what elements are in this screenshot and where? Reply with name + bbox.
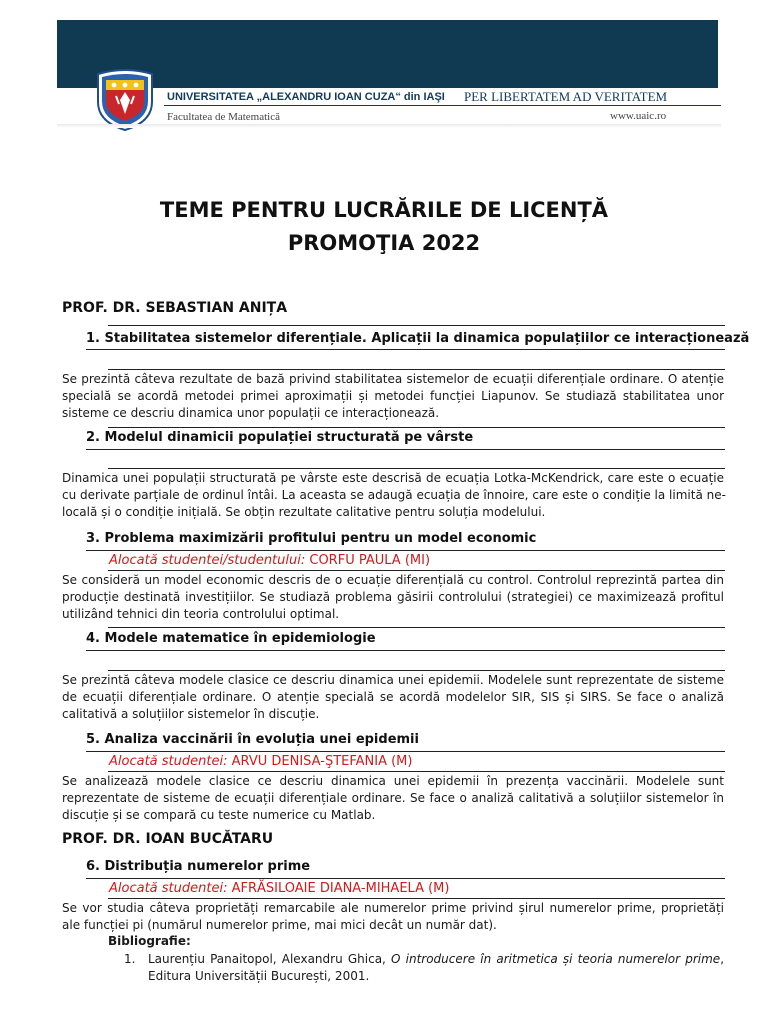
bibliography-work: O introducere în aritmetica și teoria numerelor prime <box>391 952 721 966</box>
topic-title: 4. Modele matematice în epidemiologie <box>86 631 376 646</box>
topic-rule-top <box>108 427 725 428</box>
topic-rule-bottom <box>86 449 725 450</box>
paragraph-rule <box>108 369 725 370</box>
paragraph-line: Se analizează modele clasice ce descriu dinamica unei epidemii în prezența vaccinării. Modelele sunt <box>62 774 724 788</box>
page-subtitle: PROMOŢIA 2022 <box>287 231 481 255</box>
topic-description <box>62 900 724 934</box>
paragraph-line: cu derivate parțiale de ordinul întâi. La aceasta se adaugă ecuația de înnoire, care este o condiție la limită ne- <box>62 488 726 502</box>
topic-description <box>62 371 724 422</box>
paragraph-line: discuție și se compară cu teste numerice cu Matlab. <box>62 808 376 822</box>
paragraph-line: calitativă a soluțiilor sistemelor în discuție. <box>62 707 320 721</box>
paragraph-line: reprezentate de sisteme de ecuații diferențiale ordinare. Se face o analiză calitativă a soluțiilor sistemelor în <box>62 791 724 805</box>
topic-rule-bottom <box>86 751 725 752</box>
paragraph-line: sisteme ce descriu dinamica unor populații ce interacționează. <box>62 406 440 420</box>
allocation-rule <box>108 898 725 899</box>
university-crest-icon <box>94 68 156 132</box>
topic-rule-bottom <box>86 349 725 350</box>
topic-title: 1. Stabilitatea sistemelor diferențiale. Aplicații la dinamica populațiilor ce interacționează <box>86 331 750 346</box>
paragraph-line: locală și o condiție inițială. Se obțin rezultate calitative pentru soluția modelului. <box>62 505 546 519</box>
university-name: UNIVERSITATEA „ALEXANDRU IOAN CUZA“ din IAŞI <box>167 91 445 103</box>
page-title: TEME PENTRU LUCRĂRILE DE LICENȚĂ <box>159 198 609 222</box>
bibliography-authors: Laurențiu Panaitopol, Alexandru Ghica, <box>148 952 392 966</box>
paragraph-line: utilizând tehnici din teoria controlului optimal. <box>62 607 340 621</box>
topic-description <box>62 672 724 723</box>
paragraph-rule <box>108 468 725 469</box>
student-name: AFRĂSILOAIE DIANA-MIHAELA (M) <box>231 881 450 896</box>
allocation-label: Alocată studentei: <box>109 881 228 896</box>
paragraph-line: producție destinată investițiilor. Se studiază problema găsirii controlului (strategiei) ce maximizează profitul <box>62 590 724 604</box>
header-banner <box>57 20 718 88</box>
paragraph-rule <box>108 670 725 671</box>
header-divider <box>164 105 721 106</box>
allocation-rule <box>108 570 725 571</box>
professor-heading: PROF. DR. SEBASTIAN ANIȚA <box>62 300 288 316</box>
paragraph-line: ale funcției pi (numărul numerelor prime, mai mici decât un număr dat). <box>62 918 497 932</box>
topic-description <box>62 773 724 824</box>
website-link[interactable]: www.uaic.ro <box>610 110 667 122</box>
paragraph-line: de ecuații diferențiale ordinare. O atenție specială se acordă modelelor SIR, SIS și SIRS. Se face o analiză <box>62 690 724 704</box>
allocation-line <box>109 881 449 896</box>
professor-heading: PROF. DR. IOAN BUCĂTARU <box>62 831 274 847</box>
topic-rule-bottom <box>86 878 725 879</box>
allocation-rule <box>108 771 725 772</box>
topic-rule-bottom <box>86 550 725 551</box>
student-name: CORFU PAULA (MI) <box>309 553 431 568</box>
bibliography-publisher: Editura Universității București, 2001. <box>148 969 370 983</box>
university-motto: PER LIBERTATEM AD VERITATEM <box>464 89 668 104</box>
topic-rule-top <box>108 627 725 628</box>
allocation-line <box>109 754 412 769</box>
bibliography-line <box>148 951 724 968</box>
allocation-label: Alocată studentei: <box>109 754 228 769</box>
paragraph-line: specială se acordă metodei primei aproximații și metodei funcției Liapunov. Se studiază stabilitatea unor <box>62 389 724 403</box>
student-name: ARVU DENISA-ŞTEFANIA (M) <box>231 754 413 769</box>
paragraph-line: Se prezintă câteva modele clasice ce descriu dinamica unei epidemii. Modelele sunt reprezentate de sisteme <box>62 673 724 687</box>
paragraph-line: Se vor studia câteva proprietăți remarcabile ale numerelor prime privind șirul numerelor prime, proprietăți <box>62 901 724 915</box>
topic-description <box>62 470 724 521</box>
paragraph-line: Se consideră un model economic descris de o ecuație diferențială cu control. Controlul reprezintă partea din <box>62 573 724 587</box>
allocation-line <box>109 553 430 568</box>
bibliography-heading: Bibliografie: <box>108 934 191 948</box>
paragraph-line: Se prezintă câteva rezultate de bază privind stabilitatea sistemelor de ecuații diferențiale ordinare. O atenție <box>62 372 724 386</box>
allocation-label: Alocată studentei/studentului: <box>109 553 306 568</box>
faculty-name: Facultatea de Matematică <box>167 111 280 123</box>
paragraph-line: Dinamica unei populații structurată pe vârste este descrisă de ecuația Lotka-McKendrick, care este o ecuație <box>62 471 724 485</box>
bibliography-punct: , <box>720 952 725 966</box>
bibliography-number: 1. <box>124 952 136 966</box>
topic-title: 6. Distribuția numerelor prime <box>86 859 311 874</box>
topic-rule-top <box>108 325 725 326</box>
topic-rule-bottom <box>86 650 725 651</box>
topic-title: 3. Problema maximizării profitului pentru un model economic <box>86 531 537 546</box>
header-shadow <box>57 124 721 128</box>
topic-title: 5. Analiza vaccinării în evoluția unei epidemii <box>86 732 419 747</box>
topic-description <box>62 572 724 623</box>
topic-title: 2. Modelul dinamicii populației structurată pe vârste <box>86 430 474 445</box>
